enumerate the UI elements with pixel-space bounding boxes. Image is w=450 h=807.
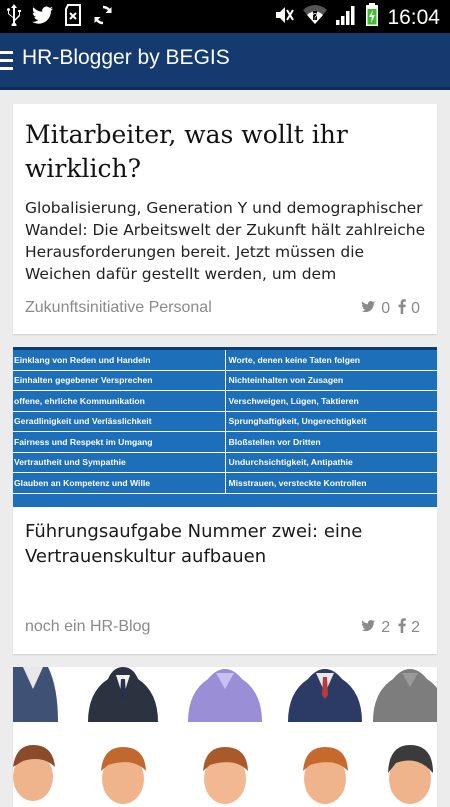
avatar (388, 745, 433, 804)
image-table-cell: Glauben an Kompetenz und Wille (13, 473, 225, 494)
image-table-cell: Worte, denen keine Taten folgen (225, 350, 437, 370)
post-source: Zukunftsinitiative Personal (25, 299, 212, 316)
sync-icon (92, 4, 114, 30)
wifi-icon (303, 4, 327, 30)
hamburger-icon[interactable] (0, 51, 13, 71)
avatar (303, 747, 348, 804)
image-table-cell: Vertrautheit und Sympathie (13, 452, 225, 473)
avatar (88, 667, 158, 722)
signal-icon (335, 4, 357, 30)
people-avatars-image[interactable] (13, 667, 437, 807)
image-table-cell: Nichteinhalten von Zusagen (225, 370, 437, 391)
sd-card-icon (64, 4, 82, 30)
status-notification-icons (6, 4, 114, 30)
avatar (203, 747, 248, 804)
facebook-icon[interactable] (398, 299, 406, 319)
avatar (13, 745, 55, 801)
post-title[interactable]: Führungsaufgabe Nummer zwei: eine Vertrauenskultur aufbauen (25, 521, 363, 567)
facebook-icon[interactable] (398, 618, 406, 638)
post-card[interactable] (13, 347, 437, 654)
svg-text:?: ? (312, 11, 318, 22)
image-table-cell: Bloßstellen vor Dritten (225, 432, 437, 453)
post-title[interactable]: Mitarbeiter, was wollt ihr wirklich? (25, 120, 348, 183)
post-footer (25, 618, 423, 642)
image-table (13, 350, 437, 494)
image-table-row (13, 432, 437, 453)
avatar (13, 667, 58, 722)
image-table-cell: Fairness und Respekt im Umgang (13, 432, 225, 453)
post-source: noch ein HR-Blog (25, 618, 151, 635)
twitter-icon[interactable] (361, 300, 376, 318)
twitter-count: 2 (381, 619, 391, 636)
facebook-count: 2 (411, 619, 420, 636)
image-table-cell: Sprunghaftigkeit, Ungerechtigkeit (225, 411, 437, 432)
image-table-cell: Geradlinigkeit und Verlässlichkeit (13, 411, 225, 432)
post-image[interactable] (13, 347, 437, 507)
app-title[interactable]: HR-Blogger by BEGIS (22, 46, 230, 69)
twitter-icon[interactable] (361, 619, 376, 637)
battery-icon (365, 3, 379, 31)
avatar (188, 669, 262, 722)
status-bar (0, 0, 450, 33)
image-table-row (13, 391, 437, 412)
image-table-row (13, 411, 437, 432)
mute-icon (273, 4, 295, 30)
image-table-cell: Undurchsichtigkeit, Antipathie (225, 452, 437, 473)
image-table-cell: Verschweigen, Lügen, Taktieren (225, 391, 437, 412)
usb-icon (6, 4, 22, 30)
status-system-icons (273, 3, 440, 31)
post-card[interactable] (13, 667, 437, 807)
facebook-count: 0 (411, 300, 420, 317)
image-table-row (13, 350, 437, 370)
share-counts (361, 618, 423, 638)
post-card[interactable] (13, 104, 437, 334)
post-excerpt: Globalisierung, Generation Y und demographischer Wandel: Die Arbeitswelt der Zukunft hält zahlreiche Herausforderungen bereit. Jetzt müssen die Weichen dafür gestellt werden, um dem (25, 199, 426, 283)
image-table-row (13, 370, 437, 391)
twitter-icon (32, 5, 54, 29)
image-table-row (13, 473, 437, 494)
share-counts (361, 299, 423, 319)
image-table-row (13, 452, 437, 473)
image-table-cell: Misstrauen, versteckte Kontrollen (225, 473, 437, 494)
image-table-cell: offene, ehrliche Kommunikation (13, 391, 225, 412)
image-table-cell: Einklang von Reden und Handeln (13, 350, 225, 370)
image-table-cell: Einhalten gegebener Versprechen (13, 370, 225, 391)
avatar (101, 747, 146, 804)
twitter-count: 0 (381, 300, 391, 317)
status-time: 16:04 (387, 5, 440, 29)
app-bar (0, 33, 450, 90)
avatar (373, 669, 437, 722)
post-footer (25, 299, 423, 323)
avatar (288, 669, 362, 722)
